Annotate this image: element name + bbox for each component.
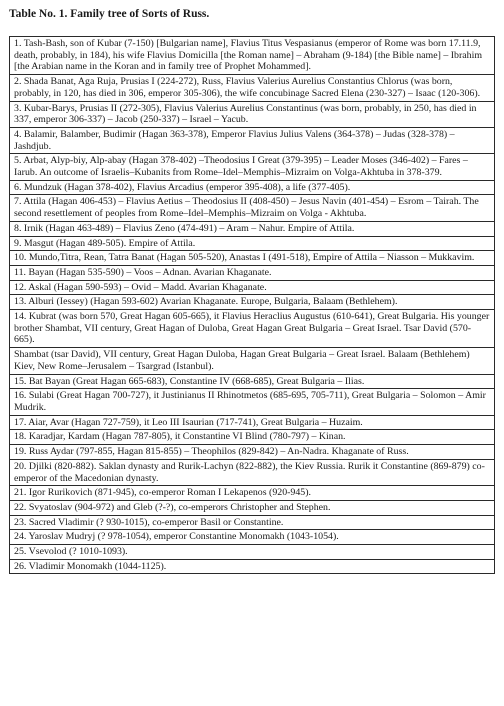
table-cell [10, 295, 495, 310]
table-title: Table No. 1. Family tree of Sorts of Russ. [9, 8, 210, 20]
row-text: 17. Aiar, Avar (Hagan 727-759), it Leo III Isaurian (717-741), Great Bulgaria – Huzaim. [14, 416, 363, 428]
table-cell [10, 221, 495, 236]
table-cell [10, 75, 495, 101]
table-row [10, 195, 495, 221]
table-row [10, 236, 495, 251]
table-row [10, 545, 495, 560]
table-row [10, 280, 495, 295]
row-text: 15. Bat Bayan (Great Hagan 665-683), Constantine IV (668-685), Great Bulgaria – Ilias. [14, 375, 365, 387]
row-text: 8. Irnik (Hagan 463-489) – Flavius Zeno (474-491) – Aram – Nahur. Empire of Attila. [14, 222, 355, 234]
table-row [10, 154, 495, 180]
table-cell [10, 37, 495, 75]
table-row [10, 348, 495, 374]
table-cell [10, 430, 495, 445]
row-text: 26. Vladimir Monomakh (1044-1125). [14, 560, 167, 572]
table-row [10, 500, 495, 515]
table-cell [10, 265, 495, 280]
table-row [10, 295, 495, 310]
table-row [10, 180, 495, 195]
row-text: 5. Arbat, Alyp-biy, Alp-abay (Hagan 378-402) –Theodosius I Great (379-395) – Leader Moses (346-402) – Fares – Iarub. An outcome of Israelis–Kubanits from Rome–Idel–Memphis–Mizraim on Volga-Akhtuba in 378-379. [14, 155, 468, 179]
row-text: 6. Mundzuk (Hagan 378-402), Flavius Arcadius (emperor 395-408), a life (377-405). [14, 181, 351, 193]
row-text: 9. Masgut (Hagan 489-505). Empire of Attila. [14, 237, 196, 249]
table-row [10, 374, 495, 389]
table-row [10, 101, 495, 127]
table-row [10, 37, 495, 75]
table-cell [10, 348, 495, 374]
row-text: 19. Russ Aydar (797-855, Hagan 815-855) – Theophilos (829-842) – An-Nadra. Khaganate of Russ. [14, 446, 409, 458]
table-cell [10, 445, 495, 460]
table-row [10, 251, 495, 266]
table-cell [10, 180, 495, 195]
row-text: 21. Igor Rurikovich (871-945), co-emperor Roman I Lekapenos (920-945). [14, 487, 311, 499]
table-row [10, 459, 495, 485]
table-row [10, 265, 495, 280]
table-cell [10, 374, 495, 389]
row-text: 11. Bayan (Hagan 535-590) – Voos – Adnan. Avarian Khaganate. [14, 266, 272, 278]
table-cell [10, 415, 495, 430]
row-text: 23. Sacred Vladimir (? 930-1015), co-emperor Basil or Constantine. [14, 516, 284, 528]
table-cell [10, 500, 495, 515]
table-cell [10, 545, 495, 560]
table-cell [10, 154, 495, 180]
row-text: Shambat (tsar David), VII century, Great Hagan Duloba, Hagan Great Bulgaria – Great Israel. Balaam (Bethlehem) Kiev, New Rome–Jerusalem – Tsargrad (Istanbul). [14, 349, 470, 372]
table-cell [10, 389, 495, 415]
table-row [10, 486, 495, 501]
row-text: 18. Karadjar, Kardam (Hagan 787-805), it Constantine VI Blind (780-797) – Kinan. [14, 431, 346, 443]
row-text: 7. Attila (Hagan 406-453) – Flavius Aetius – Theodosius II (408-450) – Jesus Navin (401-454) – Esrom – Tairah. The second resettlement of peoples from Rome–Idel–Memphis–Mizraim on Volga - Akhtuba. [14, 196, 479, 220]
table-row [10, 515, 495, 530]
row-text: 2. Shada Banat, Aga Ruja, Prusias I (224-272), Russ, Flavius Valerius Aurelius Constantius Chlorus (was born, probably, in 120, has died in 306, emperor 305-306), the wife concubinage Sacred Elena (230-327) – Isaac (120-306). [14, 76, 481, 99]
row-text: 16. Sulabi (Great Hagan 700-727), it Justinianus II Rhinotmetos (685-695, 705-711), Great Bulgaria – Solomon – Amir Mudrik. [14, 390, 486, 413]
table-row [10, 430, 495, 445]
table-cell [10, 127, 495, 153]
table-row [10, 389, 495, 415]
row-text: 20. Djilki (820-882). Saklan dynasty and Rurik-Lachyn (822-882), the Kiev Russia. Rurik it Constantine (869-879) co-emperor of the Macedonian dynasty. [14, 460, 485, 484]
row-text: 14. Kubrat (was born 570, Great Hagan 605-665), it Flavius Heraclius Augustus (610-641), Great Bulgaria. His younger brother Shambat, VII century, Great Hagan of Duloba, Great Hagan Great Bulgaria – Great Israel. Tsar David (570-665). [14, 311, 490, 346]
table-row [10, 530, 495, 545]
table-body [10, 37, 495, 574]
table-cell [10, 251, 495, 266]
row-text: 22. Svyatoslav (904-972) and Gleb (?-?), co-emperors Christopher and Stephen. [14, 501, 331, 513]
table-cell [10, 195, 495, 221]
row-text: 12. Askal (Hagan 590-593) – Ovid – Madd. Avarian Khaganate. [14, 281, 267, 293]
table-cell [10, 101, 495, 127]
row-text: 24. Yaroslav Mudryj (? 978-1054), emperor Constantine Monomakh (1043-1054). [14, 531, 339, 543]
table-cell [10, 559, 495, 574]
table-cell [10, 236, 495, 251]
row-text: 1. Tash-Bash, son of Kubar (7-150) [Bulgarian name], Flavius Titus Vespasianus (emperor of Rome was born 17.11.9, death, probably, in 184), his wife Flavius Domicilla [the Roman name] – Abraham (9-184) [the Bible name] – Ibrahim [the Arabian name in the Koran and in family tree of Prophet Mohammed]. [14, 38, 483, 73]
row-text: 13. Alburi (Iessey) (Hagan 593-602) Avarian Khaganate. Europe, Bulgaria, Balaam (Bethlehem). [14, 296, 398, 308]
table-cell [10, 310, 495, 348]
table-row [10, 127, 495, 153]
table-row [10, 415, 495, 430]
table-cell [10, 459, 495, 485]
family-tree-table [9, 36, 495, 574]
table-row [10, 75, 495, 101]
table-row [10, 559, 495, 574]
row-text: 25. Vsevolod (? 1010-1093). [14, 546, 128, 558]
row-text: 3. Kubar-Barys, Prusias II (272-305), Flavius Valerius Aurelius Constantinus (was born, probably, in 250, has died in 337, emperor 306-337) – Jacob (250-337) – Israel – Yacub. [14, 102, 477, 126]
row-text: 10. Mundo,Titra, Rean, Tatra Banat (Hagan 505-520), Anastas I (491-518), Empire of Attila – Niasson – Mukkavim. [14, 252, 475, 264]
row-text: 4. Balamir, Balamber, Budimir (Hagan 363-378), Emperor Flavius Julius Valens (364-378) – Judas (328-378) – Jashdjub. [14, 128, 455, 152]
table-cell [10, 280, 495, 295]
table-cell [10, 486, 495, 501]
table-row [10, 310, 495, 348]
table-cell [10, 515, 495, 530]
table-row [10, 221, 495, 236]
table-cell [10, 530, 495, 545]
table-row [10, 445, 495, 460]
